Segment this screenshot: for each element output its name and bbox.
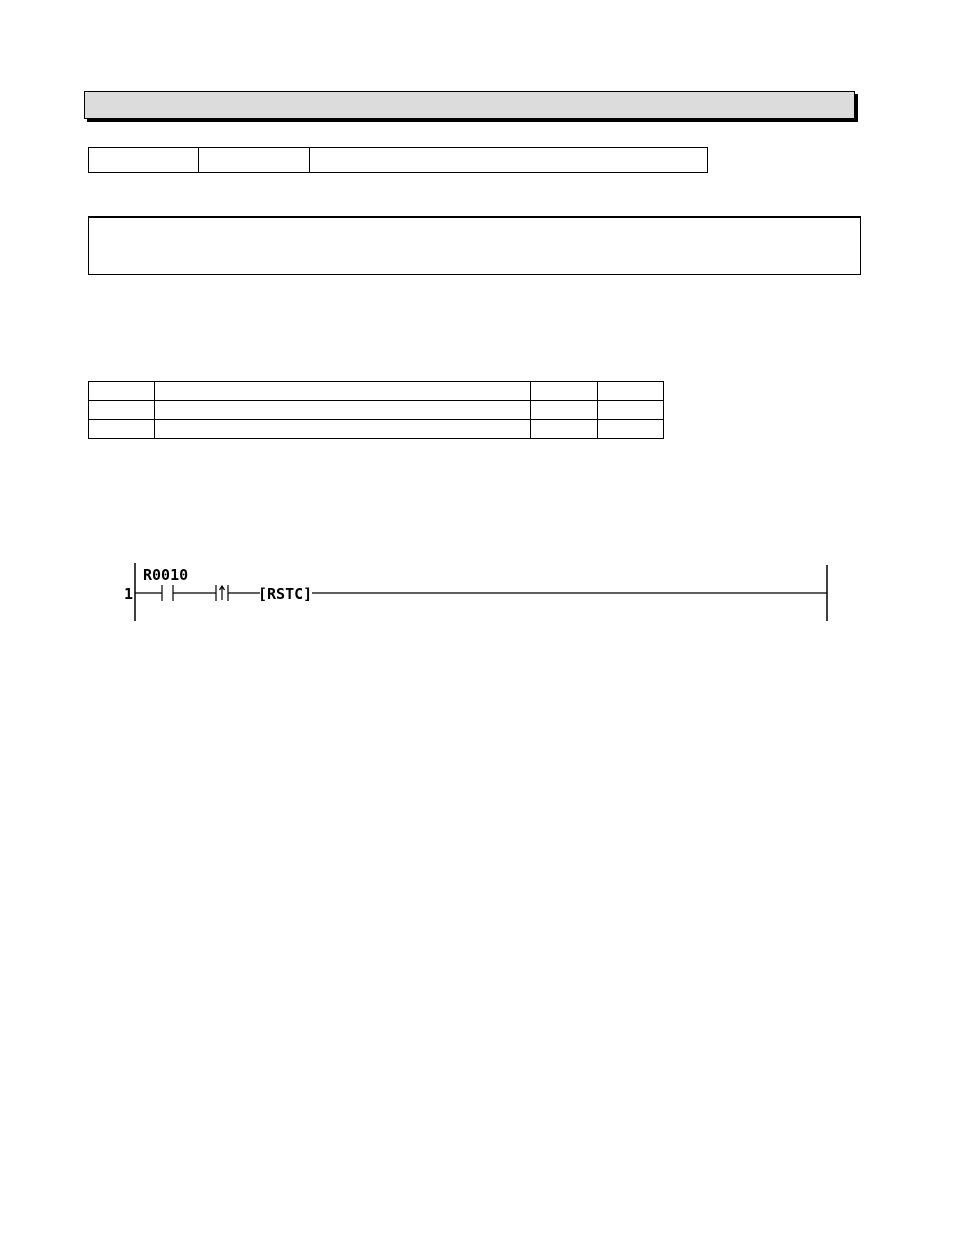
table-cell xyxy=(310,148,708,173)
contact-address-label: R0010 xyxy=(143,566,189,584)
section-title-bar xyxy=(84,91,855,119)
table-row xyxy=(89,148,708,173)
table-cell xyxy=(89,401,155,420)
table-cell xyxy=(155,401,531,420)
instruction-info-table xyxy=(88,147,708,173)
normally-open-contact xyxy=(162,585,173,601)
table-row xyxy=(89,420,664,439)
table-cell xyxy=(531,420,598,439)
ladder-diagram xyxy=(110,555,840,635)
table-cell xyxy=(199,148,310,173)
table-cell xyxy=(598,401,664,420)
table-cell xyxy=(598,382,664,401)
table-cell xyxy=(155,420,531,439)
table-cell xyxy=(155,382,531,401)
table-cell xyxy=(89,420,155,439)
rung-number: 1 xyxy=(124,585,134,603)
rising-edge-icon xyxy=(216,585,228,601)
table-row xyxy=(89,401,664,420)
table-cell xyxy=(89,148,199,173)
table-row xyxy=(89,382,664,401)
table-cell xyxy=(89,382,155,401)
description-box xyxy=(88,216,861,275)
parameter-table xyxy=(88,381,664,439)
table-cell xyxy=(531,401,598,420)
rstc-instruction: [RSTC] xyxy=(258,585,313,603)
table-cell xyxy=(531,382,598,401)
table-cell xyxy=(598,420,664,439)
